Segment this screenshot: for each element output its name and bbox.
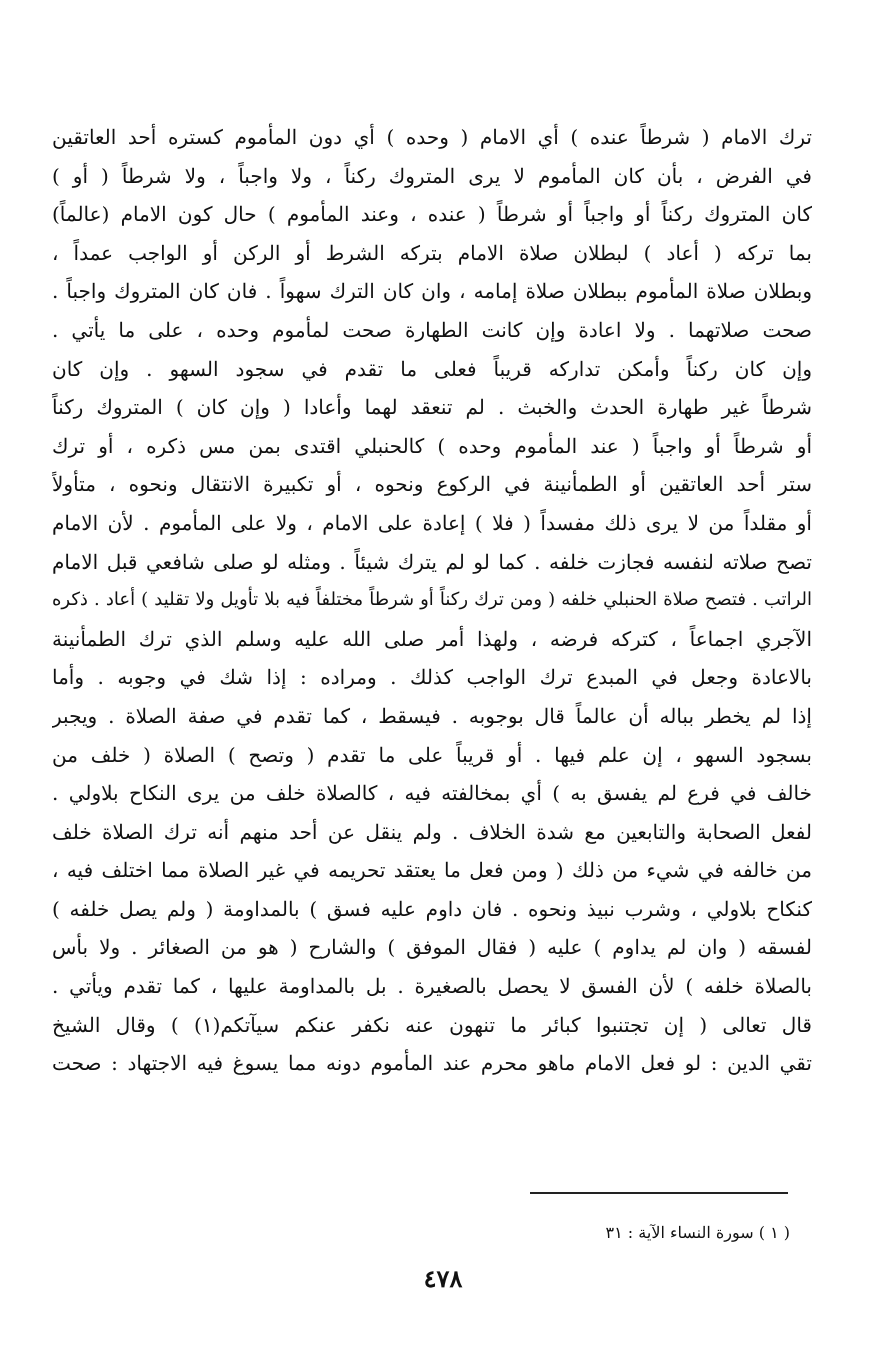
text-line-13: الراتب . فتصح صلاة الحنبلي خلفه ( ومن ترك ركناً أو شرطاً مختلفاً فيه بلا تأويل ولا تقليد ) أعاد . ذكره xyxy=(52,589,812,611)
text-line-19: لفعل الصحابة والتابعين مع شدة الخلاف . ولم ينقل عن أحد منهم أنه ترك الصلاة خلف xyxy=(52,819,812,844)
footnote-divider xyxy=(530,1192,788,1194)
main-text-block xyxy=(52,118,812,1083)
text-line-20: من خالفه في شيء من ذلك ( ومن فعل ما يعتقد تحريمه في غير الصلاة مما اختلف فيه ، xyxy=(52,858,812,883)
text-line-2: في الفرض ، بأن كان المأموم لا يرى المتروك ركناً ، ولا واجباً ، ولا شرطاً ( أو ) xyxy=(52,163,812,188)
text-line-10: ستر أحد العاتقين أو الطمأنينة في الركوع ونحوه ، أو تكبيرة الانتقال ونحوه ، متأولاً xyxy=(52,472,812,497)
text-line-11: أو مقلداً من لا يرى ذلك مفسداً ( فلا ) إعادة على الامام ، ولا على المأموم . لأن الامام xyxy=(52,510,812,535)
text-line-5: وبطلان صلاة المأموم ببطلان صلاة إمامه ، وان كان الترك سهواً . فان كان المتروك واجباً . xyxy=(52,279,812,304)
text-line-23: بالصلاة خلفه ) لأن الفسق لا يحصل بالصغيرة . بل بالمداومة عليها ، كما تقدم ويأتي . xyxy=(52,974,812,999)
text-line-4: بما تركه ( أعاد ) لبطلان صلاة الامام بتركه الشرط أو الركن أو الواجب عمداً ، xyxy=(52,240,812,265)
text-line-25: تقي الدين : لو فعل الامام ماهو محرم عند المأموم دونه مما يسوغ فيه الاجتهاد : صحت xyxy=(52,1051,812,1076)
text-line-12: تصح صلاته لنفسه فجازت خلفه . كما لو لم يترك شيئاً . ومثله لو صلى شافعي قبل الامام xyxy=(52,549,812,574)
text-line-14: الآجري اجماعاً ، كتركه فرضه ، ولهذا أمر صلى الله عليه وسلم الذي ترك الطمأنينة xyxy=(52,626,812,651)
text-line-15: بالاعادة وجعل في المبدع ترك الواجب كذلك . ومراده : إذا شك في وجوبه . وأما xyxy=(52,665,812,690)
text-line-8: شرطاً غير طهارة الحدث والخبث . لم تنعقد لهما وأعادا ( وإن كان ) المتروك ركناً xyxy=(52,395,812,420)
text-line-24: قال تعالى ( إن تجتنبوا كبائر ما تنهون عنه نكفر عنكم سيآتكم(١) ) وقال الشيخ xyxy=(52,1012,812,1037)
footnote: ( ١ ) سورة النساء الآية : ٣١ xyxy=(605,1223,790,1242)
text-line-3: كان المتروك ركناً أو واجباً أو شرطاً ( عنده ، وعند المأموم ) حال كون الامام (عالماً) xyxy=(52,202,812,227)
text-line-1: ترك الامام ( شرطاً عنده ) أي الامام ( وحده ) أي دون المأموم كستره أحد العاتقين xyxy=(52,125,812,149)
text-line-6: صحت صلاتهما . ولا اعادة وإن كانت الطهارة صحت لمأموم وحده ، على ما يأتي . xyxy=(52,317,812,342)
text-line-9: أو شرطاً أو واجباً ( عند المأموم وحده ) كالحنبلي اقتدى بمن مس ذكره ، أو ترك xyxy=(52,433,812,458)
text-line-16: إذا لم يخطر بباله أن عالماً قال بوجوبه . فيسقط ، كما تقدم في صفة الصلاة . ويجبر xyxy=(52,703,812,728)
text-line-22: لفسقه ( وان لم يداوم ) عليه ( فقال الموفق ) والشارح ( هو من الصغائر . ولا بأس xyxy=(52,935,812,960)
text-line-17: بسجود السهو ، إن علم فيها . أو قريباً على ما تقدم ( وتصح ) الصلاة ( خلف من xyxy=(52,742,812,767)
text-line-18: خالف في فرع لم يفسق به ) أي بمخالفته فيه ، كالصلاة خلف من يرى النكاح بلاولي . xyxy=(52,781,812,806)
page-number: ٤٧٨ xyxy=(423,1264,463,1293)
text-line-7: وإن كان ركناً وأمكن تداركه قريباً فعلى ما تقدم في سجود السهو . وإن كان xyxy=(52,356,812,381)
text-line-21: كنكاح بلاولي ، وشرب نبيذ ونحوه . فان داوم عليه فسق ) بالمداومة ( ولم يصل خلفه ) xyxy=(52,896,812,921)
